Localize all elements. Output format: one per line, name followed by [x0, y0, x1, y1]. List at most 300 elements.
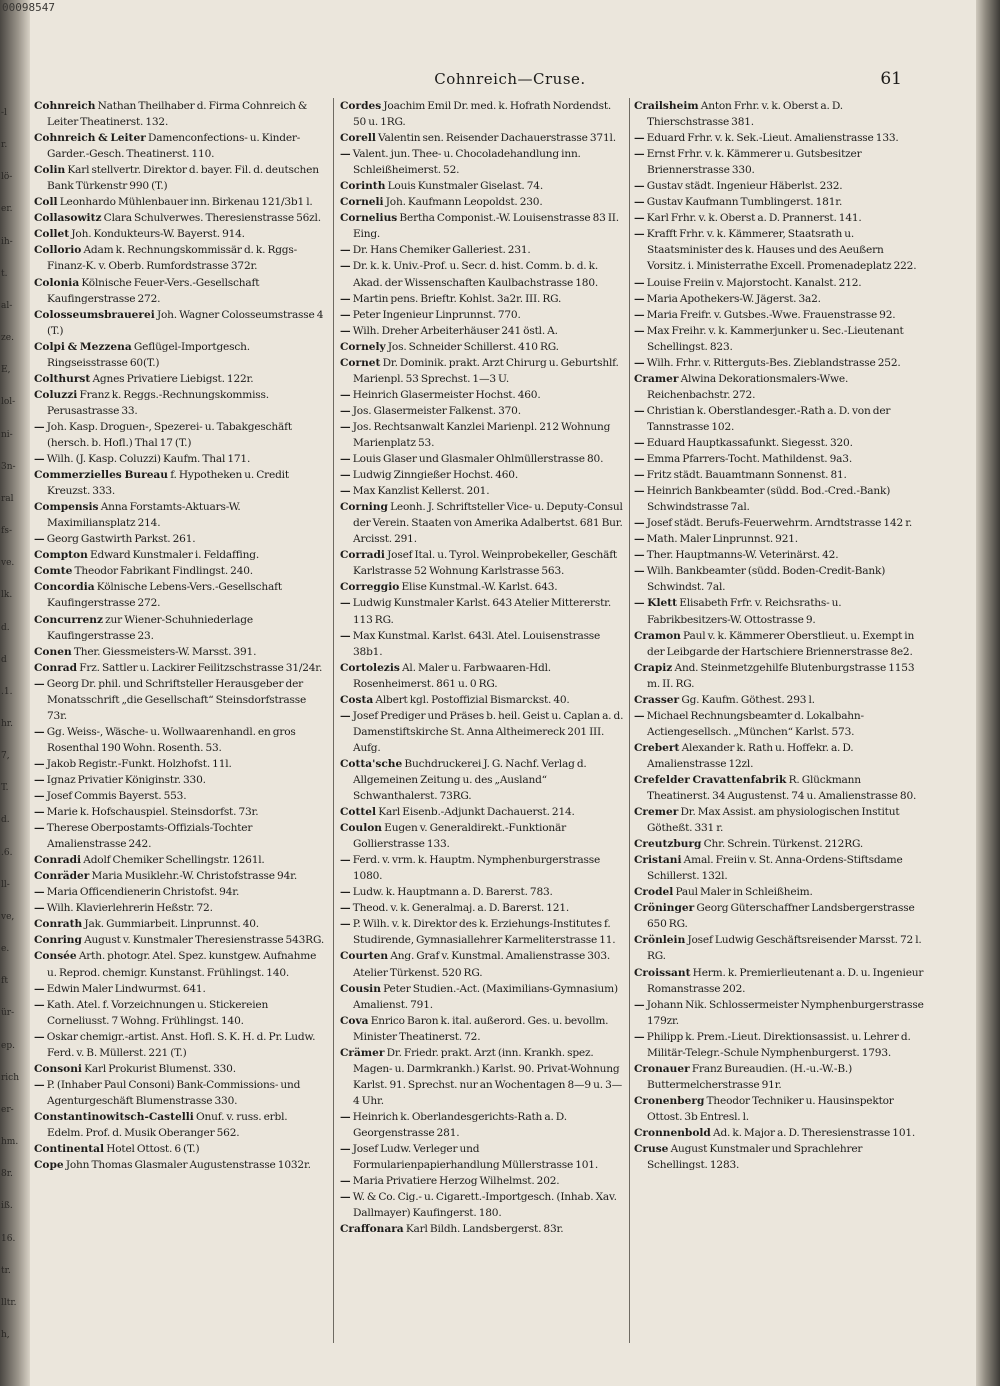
- entry-details: P. (Inhaber Paul Consoni) Bank-Commissions- und Agenturgeschäft Blumenstrasse 330.: [46, 1078, 301, 1107]
- gutter-text-fragment: hm.: [1, 1137, 19, 1147]
- entry-details: Dr. Hans Chemiker Galleriest. 231.: [352, 244, 531, 257]
- directory-entry: [340, 467, 626, 483]
- gutter-text-fragment: ll-: [1, 880, 10, 890]
- entry-name: —: [634, 356, 645, 369]
- directory-entry: [634, 467, 924, 483]
- entry-name: Coulon: [340, 822, 382, 835]
- entry-name: —: [340, 629, 351, 642]
- entry-name: Cornelius: [340, 212, 398, 225]
- gutter-text-fragment: hr.: [1, 719, 13, 729]
- entry-name: —: [634, 1030, 645, 1043]
- directory-entry: [634, 515, 924, 531]
- entry-name: —: [34, 757, 45, 770]
- gutter-text-fragment: .6.: [1, 848, 13, 858]
- directory-entry: [634, 595, 924, 627]
- directory-entry: [34, 467, 324, 499]
- directory-entry: [34, 1157, 324, 1173]
- entry-details: August v. Kunstmaler Theresienstrasse 543RG.: [84, 934, 324, 947]
- entry-name: —: [340, 485, 351, 498]
- entry-details: Heinrich Glasermeister Hochst. 460.: [352, 388, 541, 401]
- directory-entry: [34, 997, 324, 1029]
- entry-name: Crönlein: [634, 934, 686, 947]
- entry-details: Eduard Frhr. v. k. Sek.-Lieut. Amalienstrasse 133.: [646, 132, 899, 145]
- entry-details: Math. Maler Linprunnst. 921.: [646, 533, 798, 546]
- directory-entry: [34, 194, 324, 210]
- entry-details: Josef Ital. u. Tyrol. Weinprobekeller, Geschäft Karlstrasse 52 Wohnung Karlstrasse 563.: [353, 549, 617, 578]
- gutter-text-fragment: -l: [1, 108, 7, 118]
- directory-entry: [340, 1013, 626, 1045]
- entry-details: zur Wiener-Schuhniederlage Kaufingerstrasse 23.: [47, 613, 253, 642]
- directory-entry: [340, 660, 626, 692]
- entry-name: Crailsheim: [634, 100, 699, 112]
- entry-details: Ad. k. Major a. D. Theresienstrasse 101.: [713, 1127, 916, 1139]
- entry-name: Commerzielles Bureau: [34, 469, 169, 482]
- directory-entry: [34, 210, 324, 226]
- directory-entry: [340, 194, 626, 210]
- entry-details: Fritz städt. Bauamtmann Sonnenst. 81.: [646, 469, 847, 482]
- entry-name: —: [34, 1078, 45, 1091]
- directory-entry: [34, 1141, 324, 1157]
- entry-name: Correggio: [340, 581, 400, 594]
- running-head: Cohnreich—Cruse.: [434, 70, 586, 88]
- gutter-text-fragment: h,: [1, 1330, 10, 1340]
- entry-name: Cornely: [340, 340, 386, 353]
- entry-details: Adolf Chemiker Schellingstr. 1261l.: [83, 854, 265, 867]
- entry-name: Concurrenz: [34, 613, 103, 626]
- entry-name: —: [634, 132, 645, 145]
- directory-entry: [634, 965, 924, 997]
- gutter-text-fragment: 3n-: [1, 462, 16, 472]
- entry-details: Chr. Schrein. Türkenst. 212RG.: [703, 838, 864, 851]
- gutter-text-fragment: ve,: [1, 912, 15, 922]
- gutter-text-fragment: 16.: [1, 1234, 16, 1244]
- entry-name: Cruse: [634, 1143, 669, 1156]
- entry-name: Constantinowitsch-Castelli: [34, 1110, 194, 1123]
- directory-entry: [340, 483, 626, 499]
- gutter-text-fragment: ep.: [1, 1041, 15, 1051]
- entry-details: Paul v. k. Kämmerer Oberstlieut. u. Exempt in der Leibgarde der Hartschiere Briennerstrasse 8e2.: [647, 629, 915, 658]
- directory-entry: [340, 1221, 626, 1237]
- directory-entry: [34, 756, 324, 772]
- entry-details: And. Steinmetzgehilfe Blutenburgstrasse 1153 m. II. RG.: [647, 661, 915, 690]
- entry-name: Colonia: [34, 276, 80, 289]
- entry-name: —: [34, 420, 45, 433]
- directory-entry: [634, 836, 924, 852]
- entry-name: —: [34, 982, 45, 995]
- entry-name: —: [634, 453, 645, 466]
- entry-name: —: [634, 308, 645, 321]
- entry-details: Michael Rechnungsbeamter d. Lokalbahn-Actiengesellsch. „München“ Karlst. 573.: [646, 709, 864, 738]
- entry-details: Gg. Weiss-, Wäsche- u. Wollwaarenhandl. en gros Rosenthal 190 Wohn. Rosenth. 53.: [46, 725, 296, 754]
- entry-name: Cotta'sche: [340, 757, 403, 770]
- directory-entry: [34, 676, 324, 724]
- entry-details: Peter Studien.-Act. (Maximilians-Gymnasium) Amalienst. 791.: [353, 982, 618, 1011]
- directory-entry: [634, 323, 924, 355]
- entry-details: Joh. Wagner Colosseumstrasse 4 (T.): [47, 308, 324, 337]
- entry-details: Ang. Graf v. Kunstmal. Amalienstrasse 303. Atelier Türkenst. 520 RG.: [353, 950, 611, 979]
- entry-details: Max Kanzlist Kellerst. 201.: [352, 485, 490, 498]
- entry-details: Al. Maler u. Farbwaaren-Hdl. Rosenheimerst. 861 u. 0 RG.: [353, 661, 551, 690]
- entry-name: Costa: [340, 693, 374, 706]
- entry-details: Heinrich k. Oberlandesgerichts-Rath a. D. Georgenstrasse 281.: [352, 1110, 567, 1139]
- entry-details: Josef Ludwig Geschäftsreisender Marsst. 72 l. RG.: [647, 934, 922, 963]
- entry-details: Wilh. Klavierlehrerin Heßstr. 72.: [46, 902, 213, 915]
- directory-entry: [34, 130, 324, 162]
- entry-name: —: [340, 1175, 351, 1188]
- entry-name: Cramer: [634, 372, 679, 385]
- gutter-text-fragment: E,: [1, 365, 11, 375]
- entry-name: —: [34, 806, 45, 819]
- entry-name: —: [340, 1143, 351, 1156]
- entry-name: Corning: [340, 501, 388, 514]
- entry-name: —: [340, 148, 351, 161]
- entry-name: —: [340, 918, 351, 931]
- directory-entry: [34, 724, 324, 756]
- entry-details: Amal. Freiin v. St. Anna-Ordens-Stiftsdame Schillerst. 132l.: [647, 854, 903, 883]
- entry-details: Kölnische Feuer-Vers.-Gesellschaft Kaufingerstrasse 272.: [47, 276, 260, 305]
- entry-details: Ludwig Kunstmaler Karlst. 643 Atelier Mittererstr. 113 RG.: [352, 597, 612, 626]
- entry-details: Theod. v. k. Generalmaj. a. D. Barerst. 121.: [352, 902, 570, 915]
- entry-details: Oskar chemigr.-artist. Anst. Hofl. S. K. H. d. Pr. Ludw. Ferd. v. B. Müllerst. 221 (T.): [46, 1030, 316, 1059]
- entry-name: Concordia: [34, 581, 95, 594]
- entry-details: Anna Forstamts-Aktuars-W. Maximiliansplatz 214.: [47, 501, 241, 530]
- entry-details: Alexander k. Rath u. Hoffekr. a. D. Amalienstrasse 12zl.: [647, 741, 854, 770]
- directory-entry: [634, 1029, 924, 1061]
- entry-details: Franz Bureaudien. (H.-u.-W.-B.) Buttermelcherstrasse 91r.: [647, 1062, 852, 1091]
- entry-details: Elise Kunstmal.-W. Karlst. 643.: [401, 581, 558, 594]
- directory-entry: [634, 178, 924, 194]
- entry-details: Dr. k. k. Univ.-Prof. u. Secr. d. hist. Comm. b. d. k. Akad. der Wissenschaften Kaulbachstrasse 180.: [352, 260, 599, 289]
- entry-name: Cronauer: [634, 1062, 690, 1075]
- directory-entry: [634, 291, 924, 307]
- gutter-text-fragment: lltr.: [1, 1298, 17, 1308]
- directory-entry: [34, 612, 324, 644]
- entry-details: Karl stellvertr. Direktor d. bayer. Fil. d. deutschen Bank Türkenstr 990 (T.): [47, 164, 319, 193]
- entry-name: Compton: [34, 549, 88, 562]
- gutter-text-fragment: T.: [1, 783, 9, 793]
- entry-details: Gg. Kaufm. Göthest. 293 l.: [681, 693, 815, 706]
- entry-details: Clara Schulverwes. Theresienstrasse 56zl.: [103, 212, 321, 225]
- gutter-text-fragment: e.: [1, 944, 10, 954]
- entry-name: Corneli: [340, 196, 384, 209]
- directory-entry: [634, 403, 924, 435]
- directory-entry: [340, 628, 626, 660]
- directory-entry: [634, 355, 924, 371]
- entry-name: —: [634, 148, 645, 161]
- directory-entry: [34, 820, 324, 852]
- entry-details: Wilh. Frhr. v. Ritterguts-Bes. Zieblandstrasse 252.: [646, 356, 901, 369]
- entry-details: Buchdruckerei J. G. Nachf. Verlag d. Allgemeinen Zeitung u. des „Ausland“ Schwanthalerst. 73RG.: [353, 757, 587, 803]
- entry-name: Cramon: [634, 629, 681, 642]
- gutter-text-fragment: d.: [1, 815, 10, 825]
- entry-name: —: [634, 998, 645, 1011]
- entry-name: —: [34, 902, 45, 915]
- gutter-text-fragment: tr.: [1, 1266, 11, 1276]
- entry-details: Josef Ludw. Verleger und Formularienpapierhandlung Müllerstrasse 101.: [352, 1143, 599, 1172]
- directory-entry: [34, 932, 324, 948]
- entry-name: Conräder: [34, 870, 90, 883]
- entry-details: Maria Privatiere Herzog Wilhelmst. 202.: [352, 1175, 560, 1188]
- entry-name: Conrath: [34, 918, 83, 931]
- entry-details: Emma Pfarrers-Tocht. Mathildenst. 9a3.: [646, 453, 852, 466]
- directory-entry: [634, 146, 924, 178]
- directory-entry: [340, 756, 626, 804]
- entry-name: Conrad: [34, 661, 78, 674]
- directory-entry: [340, 323, 626, 339]
- entry-name: Courten: [340, 950, 389, 963]
- entry-details: Anton Frhr. v. k. Oberst a. D. Thierschstrasse 381.: [647, 100, 843, 129]
- directory-entry: [634, 772, 924, 804]
- entry-name: —: [634, 180, 645, 193]
- directory-entry: [34, 660, 324, 676]
- entry-details: Martin pens. Brieftr. Kohlst. 3a2r. III. RG.: [352, 292, 562, 305]
- directory-entry: [34, 916, 324, 932]
- entry-details: Ferd. v. vrm. k. Hauptm. Nymphenburgerstrasse 1080.: [352, 854, 601, 883]
- directory-entry: [34, 339, 324, 371]
- entry-details: Hotel Ottost. 6 (T.): [106, 1143, 200, 1156]
- entry-name: —: [340, 292, 351, 305]
- directory-entry: [34, 419, 324, 451]
- directory-entry: [34, 226, 324, 242]
- entry-name: Crebert: [634, 741, 680, 754]
- entry-details: Damenconfections- u. Kinder-Garder.-Gesch. Theatinerst. 110.: [47, 132, 301, 161]
- directory-entry: [634, 884, 924, 900]
- entry-details: Jos. Schneider Schillerst. 410 RG.: [387, 340, 559, 353]
- directory-entry: [340, 355, 626, 387]
- entry-name: Cronnenbold: [634, 1127, 711, 1139]
- column-3: [634, 98, 924, 1348]
- directory-entry: [340, 419, 626, 451]
- entry-details: Theodor Techniker u. Hausinspektor Ottost. 3b Entresl. l.: [647, 1094, 894, 1123]
- entry-name: Cremer: [634, 806, 679, 819]
- entry-details: Ludwig Zinngießer Hochst. 460.: [352, 469, 519, 482]
- column-rule: [629, 98, 630, 1343]
- entry-name: Cröninger: [634, 902, 695, 915]
- entry-name: —: [634, 212, 645, 225]
- entry-details: Joh. Kaufmann Leopoldst. 230.: [385, 196, 543, 209]
- directory-entry: [634, 628, 924, 660]
- entry-details: Josef städt. Berufs-Feuerwehrm. Arndtstrasse 142 r.: [646, 517, 913, 530]
- directory-entry: [34, 981, 324, 997]
- directory-entry: [340, 258, 626, 290]
- entry-name: Cronenberg: [634, 1094, 705, 1107]
- gutter-text-fragment: er.: [1, 204, 13, 214]
- entry-details: Georg Dr. phil. und Schriftsteller Herausgeber der Monatsschrift „die Gesellschaft“ Steinsdorfstrasse 73r.: [46, 677, 307, 722]
- directory-entry: [634, 194, 924, 210]
- directory-entry: [34, 644, 324, 660]
- entry-name: —: [634, 469, 645, 482]
- entry-details: Krafft Frhr. v. k. Kämmerer, Staatsrath u. Staatsminister des k. Hauses und des Aeußern Vorsitz. i. Ministerrathe Excell. Promenadeplatz 222.: [646, 228, 917, 273]
- directory-entry: [34, 852, 324, 868]
- directory-entry: [634, 210, 924, 226]
- entry-details: Wilh. Bankbeamter (südd. Boden-Credit-Bank) Schwindst. 7al.: [646, 565, 886, 594]
- entry-details: R. Glückmann Theatinerst. 34 Augustenst. 74 u. Amalienstrasse 80.: [647, 773, 917, 803]
- entry-details: Jak. Gummiarbeit. Linprunnst. 40.: [84, 918, 259, 931]
- gutter-text-fragment: ih-: [1, 237, 13, 247]
- entry-name: Corinth: [340, 180, 386, 193]
- entry-details: Elisabeth Frfr. v. Reichsraths- u. Fabrikbesitzers-W. Ottostrasse 9.: [647, 597, 842, 626]
- gutter-text-fragment: d: [1, 655, 7, 665]
- directory-entry: [634, 563, 924, 595]
- entry-name: Cousin: [340, 982, 381, 995]
- entry-details: Eduard Hauptkassafunkt. Siegesst. 320.: [646, 436, 853, 449]
- entry-details: Eugen v. Generaldirekt.-Funktionär Gollierstrasse 133.: [353, 822, 566, 851]
- directory-entry: [634, 997, 924, 1029]
- column-1: [34, 98, 324, 1348]
- entry-name: Crapiz: [634, 661, 673, 674]
- entry-details: Max Freihr. v. k. Kammerjunker u. Sec.-Lieutenant Schellingst. 823.: [646, 324, 904, 353]
- entry-name: —: [340, 1191, 351, 1204]
- entry-details: Edwin Maler Lindwurmst. 641.: [46, 982, 206, 995]
- entry-name: —: [340, 244, 351, 257]
- entry-details: Josef Commis Bayerst. 553.: [46, 790, 187, 803]
- entry-name: Collasowitz: [34, 212, 102, 225]
- directory-entry: [634, 451, 924, 467]
- directory-entry: [634, 660, 924, 692]
- gutter-text-fragment: rich: [1, 1073, 20, 1083]
- column-rule: [333, 98, 334, 1343]
- entry-name: —: [340, 388, 351, 401]
- entry-details: Dr. Friedr. prakt. Arzt (inn. Krankh. spez. Magen- u. Darmkrankh.) Karlst. 90. Privat-Wohnung Karlst. 91. Sprechst. nur an Wochentagen 8—9 u. 3—4 Uhr.: [353, 1046, 623, 1107]
- entry-name: Cristani: [634, 854, 682, 867]
- directory-entry: [34, 307, 324, 339]
- directory-entry: [634, 708, 924, 740]
- entry-details: Nathan Theilhaber d. Firma Cohnreich & Leiter Theatinerst. 132.: [47, 100, 308, 129]
- entry-details: Karl Eisenb.-Adjunkt Dachauerst. 214.: [378, 806, 575, 819]
- entry-name: —: [34, 822, 45, 835]
- gutter-text-fragment: t.: [1, 269, 8, 279]
- entry-name: Conen: [34, 645, 72, 658]
- entry-details: Karl Bildh. Landsbergerst. 83r.: [405, 1223, 564, 1236]
- entry-name: Consoni: [34, 1062, 82, 1075]
- entry-details: Josef Prediger und Präses b. heil. Geist u. Caplan a. d. Damenstiftskirche St. Anna Altheimereck 201 III. Aufg.: [352, 709, 624, 754]
- directory-entry: [340, 900, 626, 916]
- entry-details: Franz k. Reggs.-Rechnungskommiss. Perusastrasse 33.: [47, 388, 269, 417]
- directory-entry: [340, 291, 626, 307]
- entry-details: Agnes Privatiere Liebigst. 122r.: [92, 372, 254, 385]
- entry-name: —: [34, 886, 45, 899]
- directory-entry: [34, 1077, 324, 1109]
- entry-details: Louise Freiin v. Majorstocht. Kanalst. 212.: [646, 276, 862, 289]
- gutter-text-fragment: ni-: [1, 430, 13, 440]
- entry-details: Max Kunstmal. Karlst. 643l. Atel. Louisenstrasse 38b1.: [352, 629, 601, 658]
- entry-name: Croissant: [634, 966, 691, 979]
- directory-entry: [340, 1045, 626, 1109]
- entry-details: Ther. Hauptmanns-W. Veterinärst. 42.: [646, 549, 839, 562]
- directory-entry: [340, 547, 626, 579]
- entry-name: —: [340, 709, 351, 722]
- entry-details: Wilh. Dreher Arbeiterhäuser 241 östl. A.: [352, 324, 558, 337]
- directory-entry: [340, 210, 626, 242]
- entry-name: Craffonara: [340, 1223, 404, 1236]
- entry-details: Philipp k. Prem.-Lieut. Direktionsassist. u. Lehrer d. Militär-Telegr.-Schule Nymphenburgerst. 1793.: [646, 1030, 911, 1059]
- directory-entry: [340, 692, 626, 708]
- directory-entry: [340, 387, 626, 403]
- entry-name: Conring: [34, 934, 82, 947]
- directory-entry: [634, 483, 924, 515]
- entry-name: —: [634, 436, 645, 449]
- gutter-text-fragment: r.: [1, 140, 8, 150]
- directory-entry: [340, 579, 626, 595]
- entry-details: Maria Freifr. v. Gutsbes.-Wwe. Frauenstrasse 92.: [646, 308, 896, 321]
- gutter-text-fragment: 7,: [1, 751, 10, 761]
- gutter-text-fragment: fs-: [1, 526, 12, 536]
- entry-name: Conradi: [34, 854, 82, 867]
- entry-details: Bertha Componist.-W. Louisenstrasse 83 II. Eing.: [353, 212, 619, 241]
- entry-name: Colosseumsbrauerei: [34, 308, 155, 321]
- directory-entry: [340, 451, 626, 467]
- entry-name: —: [634, 404, 645, 417]
- page-edge-shadow: [976, 0, 1000, 1386]
- entry-details: Joh. Kondukteurs-W. Bayerst. 914.: [71, 228, 245, 241]
- directory-entry: [34, 98, 324, 130]
- entry-details: f. Hypotheken u. Credit Kreuzst. 333.: [47, 469, 289, 498]
- directory-entry: [34, 371, 324, 387]
- entry-details: Ludw. k. Hauptmann a. D. Barerst. 783.: [352, 886, 553, 899]
- directory-entry: [634, 1141, 924, 1173]
- entry-details: W. & Co. Cig.- u. Cigarett.-Importgesch. (Inhab. Xav. Dallmayer) Kaufingerst. 180.: [352, 1191, 617, 1220]
- entry-name: Colin: [34, 164, 66, 177]
- entry-name: Continental: [34, 1143, 105, 1156]
- directory-entry: [634, 435, 924, 451]
- entry-name: —: [634, 565, 645, 578]
- column-2: [340, 98, 626, 1348]
- entry-details: Jakob Registr.-Funkt. Holzhofst. 11l.: [46, 757, 232, 770]
- directory-entry: [34, 387, 324, 419]
- directory-entry: [340, 1141, 626, 1173]
- entry-name: —: [340, 420, 351, 433]
- entry-details: Christian k. Oberstlandesger.-Rath a. D. von der Tannstrasse 102.: [646, 404, 891, 433]
- directory-entry: [634, 1093, 924, 1125]
- directory-entry: [634, 900, 924, 932]
- entry-details: Peter Ingenieur Linprunnst. 770.: [352, 308, 521, 321]
- entry-name: Comte: [34, 565, 73, 578]
- directory-entry: [634, 804, 924, 836]
- gutter-text-fragment: al-: [1, 301, 13, 311]
- entry-name: —: [34, 533, 45, 546]
- directory-entry: [340, 708, 626, 756]
- entry-details: Herm. k. Premierlieutenant a. D. u. Ingenieur Romanstrasse 202.: [647, 966, 924, 995]
- entry-name: —: [634, 549, 645, 562]
- directory-entry: [340, 948, 626, 980]
- entry-name: Collorio: [34, 244, 82, 257]
- gutter-text-fragment: lö-: [1, 172, 13, 182]
- entry-details: August Kunstmaler und Sprachlehrer Schellingst. 1283.: [647, 1143, 863, 1172]
- directory-entry: [340, 130, 626, 146]
- directory-entry: [634, 740, 924, 772]
- entry-name: Compensis: [34, 501, 99, 514]
- entry-details: Georg Güterschaffner Landsbergerstrasse 650 RG.: [647, 902, 915, 931]
- entry-details: Louis Kunstmaler Giselast. 74.: [387, 180, 544, 193]
- directory-entry: [34, 1061, 324, 1077]
- entry-details: Maria Musiklehr.-W. Christofstrasse 94r.: [91, 870, 297, 883]
- entry-name: Cortolezis: [340, 661, 400, 674]
- entry-details: Louis Glaser und Glasmaler Ohlmüllerstrasse 80.: [352, 453, 604, 466]
- directory-entry: [340, 339, 626, 355]
- entry-name: Cova: [340, 1014, 369, 1027]
- entry-details: Gustav Kaufmann Tumblingerst. 181r.: [646, 196, 843, 209]
- directory-entry: [34, 242, 324, 274]
- directory-entry: [34, 884, 324, 900]
- entry-name: Cordes: [340, 100, 382, 112]
- directory-entry: [340, 499, 626, 547]
- directory-entry: [34, 563, 324, 579]
- entry-name: —: [34, 790, 45, 803]
- entry-name: —: [634, 517, 645, 530]
- directory-entry: [634, 692, 924, 708]
- entry-name: —: [340, 902, 351, 915]
- entry-details: Dr. Max Assist. am physiologischen Institut Götheßt. 331 r.: [647, 806, 900, 835]
